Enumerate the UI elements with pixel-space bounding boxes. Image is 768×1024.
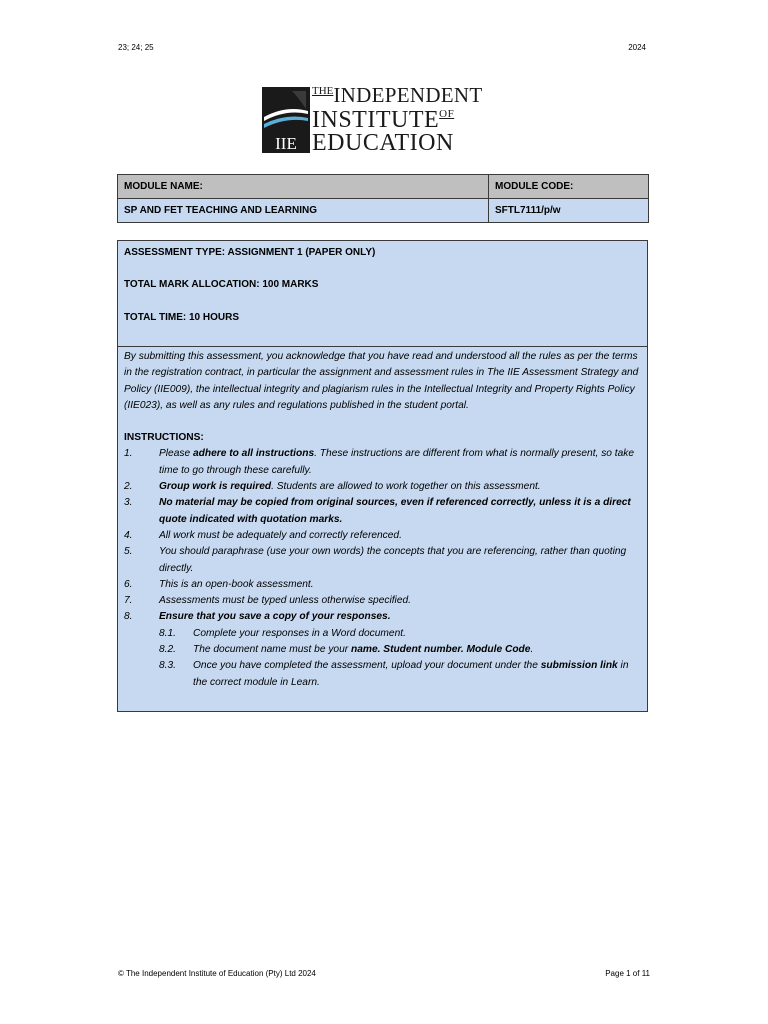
instruction-number: 2.: [124, 481, 133, 493]
assessment-instructions: [124, 349, 641, 691]
module-code-header: MODULE CODE:: [489, 175, 649, 199]
instruction-item: [124, 593, 641, 609]
instruction-text-bold: No material may be copied from original sources, even if referenced correctly, unless it is a direct quote indicated with quotation marks.: [159, 497, 631, 525]
instruction-item: [124, 479, 641, 495]
instruction-text-post: . These instructions are different from what is normally present, so take time to go through these carefully.: [159, 448, 635, 476]
instruction-item: [124, 495, 641, 528]
instructions-list: [124, 446, 641, 690]
instruction-text-pre: Assessments must be typed unless otherwise specified.: [159, 595, 411, 607]
module-code-value: SFTL7111/p/w: [489, 199, 649, 223]
logo-line1: INDEPENDENT: [333, 83, 483, 107]
instruction-item: [124, 528, 641, 544]
instruction-text-bold: Ensure that you save a copy of your responses.: [159, 611, 391, 623]
instruction-text-pre: All work must be adequately and correctly referenced.: [159, 529, 402, 541]
instruction-number: 6.: [124, 578, 133, 590]
logo-the: THE: [312, 85, 334, 97]
instruction-subitem: [124, 658, 641, 691]
logo-badge: IIE: [275, 134, 297, 153]
instruction-subitem: [124, 642, 641, 658]
instruction-number: 8.: [124, 611, 133, 623]
acknowledgement-text: By submitting this assessment, you acknowledge that you have read and understood all the rules as per the terms in the registration contract, in particular the assignment and assessment rules in The IIE Assessment Strategy and Policy (IIE009), the intellectual integrity and plagiarism rules in the Intellectual Integrity and Property Rights Policy (IIE023), as well as any rules and regulations published in the student portal.: [124, 351, 639, 411]
instruction-text-post: in the correct module in Learn.: [193, 660, 629, 688]
instruction-number: 4.: [124, 529, 133, 541]
instruction-text-pre: You should paraphrase (use your own words) the concepts that you are referencing, rather than quoting directly.: [159, 546, 627, 574]
instruction-text-bold: submission link: [540, 660, 618, 672]
instruction-text-pre: Please: [159, 448, 193, 460]
logo-of: OF: [439, 108, 455, 120]
instruction-item: [124, 577, 641, 593]
total-marks: TOTAL MARK ALLOCATION: 100 MARKS: [124, 279, 319, 290]
instruction-item: [124, 446, 641, 479]
instructions-heading: INSTRUCTIONS:: [124, 432, 204, 444]
instruction-text-pre: This is an open-book assessment.: [159, 578, 314, 590]
instruction-number: 8.3.: [159, 660, 176, 672]
instruction-text-bold: adhere to all instructions: [192, 448, 315, 460]
logo-line3: EDUCATION: [312, 130, 454, 156]
module-name-header: MODULE NAME:: [118, 175, 489, 199]
footer-page-number: Page 1 of 11: [605, 969, 650, 978]
total-time: TOTAL TIME: 10 HOURS: [124, 312, 240, 323]
instruction-text-bold: name. Student number. Module Code: [351, 644, 531, 656]
assessment-summary: [118, 241, 647, 347]
header-codes: 23; 24; 25: [118, 43, 154, 52]
instruction-text-pre: Complete your responses in a Word document.: [193, 627, 406, 639]
instruction-text-bold: Group work is required: [159, 481, 272, 493]
assessment-box: [117, 240, 648, 712]
instruction-number: 5.: [124, 546, 133, 558]
instruction-number: 8.2.: [159, 644, 176, 656]
instruction-text-pre: The document name must be your: [193, 644, 351, 656]
logo-line2: INSTITUTE: [312, 107, 440, 133]
instruction-text-post: . Students are allowed to work together on this assessment.: [271, 481, 541, 493]
module-name-value: SP AND FET TEACHING AND LEARNING: [118, 199, 489, 223]
iie-logo-mark-icon: [262, 87, 310, 153]
instruction-subitem: [124, 626, 641, 642]
instruction-item: [124, 544, 641, 577]
assessment-type: ASSESSMENT TYPE: ASSIGNMENT 1 (PAPER ONLY): [124, 247, 376, 258]
iie-logo: [262, 84, 507, 156]
instruction-item: [124, 609, 641, 625]
instruction-text-post: .: [530, 644, 534, 656]
instruction-number: 7.: [124, 595, 133, 607]
module-table: [117, 174, 649, 223]
footer-copyright: © The Independent Institute of Education (Pty) Ltd 2024: [118, 969, 316, 978]
instruction-number: 8.1.: [159, 627, 176, 639]
header-year: 2024: [628, 43, 646, 52]
instruction-number: 3.: [124, 497, 133, 509]
instruction-text-pre: Once you have completed the assessment, upload your document under the: [193, 660, 541, 672]
instruction-number: 1.: [124, 448, 133, 460]
